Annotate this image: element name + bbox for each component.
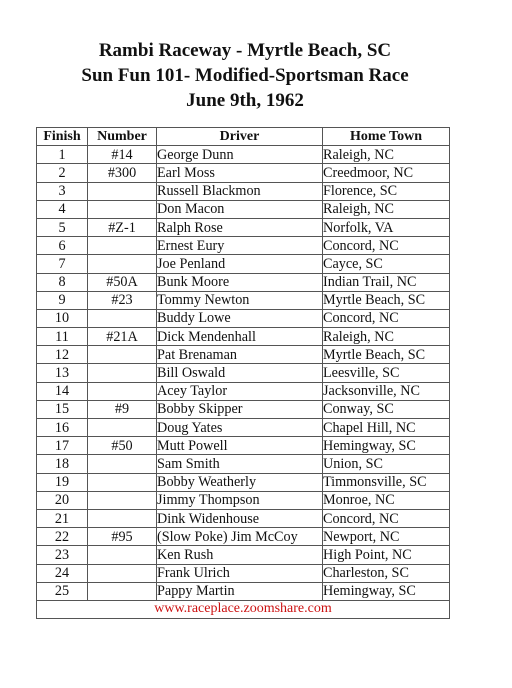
driver-cell: Russell Blackmon xyxy=(157,182,323,200)
finish-cell: 2 xyxy=(37,164,88,182)
hometown-cell: Conway, SC xyxy=(323,400,450,418)
hometown-cell: Concord, NC xyxy=(323,309,450,327)
table-row xyxy=(37,255,450,273)
finish-cell: 17 xyxy=(37,437,88,455)
driver-cell: Ralph Rose xyxy=(157,218,323,236)
finish-cell: 1 xyxy=(37,146,88,164)
hometown-cell: Raleigh, NC xyxy=(323,146,450,164)
hometown-cell: High Point, NC xyxy=(323,546,450,564)
hometown-cell: Indian Trail, NC xyxy=(323,273,450,291)
hometown-cell: Monroe, NC xyxy=(323,491,450,509)
number-cell: #50 xyxy=(88,437,157,455)
driver-cell: Frank Ulrich xyxy=(157,564,323,582)
table-row xyxy=(37,491,450,509)
hometown-cell: Hemingway, SC xyxy=(323,582,450,600)
number-cell: #21A xyxy=(88,328,157,346)
hometown-cell: Raleigh, NC xyxy=(323,200,450,218)
driver-cell: Bill Oswald xyxy=(157,364,323,382)
finish-cell: 14 xyxy=(37,382,88,400)
table-row xyxy=(37,146,450,164)
hometown-cell: Concord, NC xyxy=(323,509,450,527)
number-cell: #Z-1 xyxy=(88,218,157,236)
number-cell xyxy=(88,419,157,437)
race-date: June 9th, 1962 xyxy=(186,90,304,111)
table-row xyxy=(37,382,450,400)
table-row xyxy=(37,164,450,182)
number-cell: #300 xyxy=(88,164,157,182)
hometown-cell: Myrtle Beach, SC xyxy=(323,346,450,364)
driver-cell: Pat Brenaman xyxy=(157,346,323,364)
driver-cell: Earl Moss xyxy=(157,164,323,182)
table-row xyxy=(37,218,450,236)
table-row xyxy=(37,182,450,200)
finish-cell: 16 xyxy=(37,419,88,437)
table-row xyxy=(37,528,450,546)
hometown-cell: Florence, SC xyxy=(323,182,450,200)
hometown-cell: Raleigh, NC xyxy=(323,328,450,346)
table-row xyxy=(37,509,450,527)
table-row xyxy=(37,564,450,582)
hometown-cell: Creedmoor, NC xyxy=(323,164,450,182)
col-header-driver: Driver xyxy=(157,128,323,146)
number-cell xyxy=(88,237,157,255)
finish-cell: 15 xyxy=(37,400,88,418)
finish-cell: 13 xyxy=(37,364,88,382)
hometown-cell: Newport, NC xyxy=(323,528,450,546)
hometown-cell: Charleston, SC xyxy=(323,564,450,582)
driver-cell: Buddy Lowe xyxy=(157,309,323,327)
document-header xyxy=(0,38,490,113)
number-cell: #14 xyxy=(88,146,157,164)
col-header-number: Number xyxy=(88,128,157,146)
driver-cell: Ernest Eury xyxy=(157,237,323,255)
number-cell xyxy=(88,455,157,473)
table-row xyxy=(37,237,450,255)
number-cell xyxy=(88,382,157,400)
driver-cell: Don Macon xyxy=(157,200,323,218)
finish-cell: 25 xyxy=(37,582,88,600)
finish-cell: 3 xyxy=(37,182,88,200)
finish-cell: 9 xyxy=(37,291,88,309)
hometown-cell: Norfolk, VA xyxy=(323,218,450,236)
finish-cell: 24 xyxy=(37,564,88,582)
number-cell xyxy=(88,546,157,564)
number-cell xyxy=(88,182,157,200)
finish-cell: 4 xyxy=(37,200,88,218)
finish-cell: 19 xyxy=(37,473,88,491)
table-row xyxy=(37,455,450,473)
table-row xyxy=(37,273,450,291)
table-row xyxy=(37,291,450,309)
finish-cell: 10 xyxy=(37,309,88,327)
hometown-cell: Chapel Hill, NC xyxy=(323,419,450,437)
footer-row xyxy=(37,600,450,618)
results-body xyxy=(37,146,450,601)
finish-cell: 23 xyxy=(37,546,88,564)
finish-cell: 22 xyxy=(37,528,88,546)
hometown-cell: Union, SC xyxy=(323,455,450,473)
hometown-cell: Timmonsville, SC xyxy=(323,473,450,491)
number-cell xyxy=(88,346,157,364)
number-cell: #95 xyxy=(88,528,157,546)
number-cell: #23 xyxy=(88,291,157,309)
driver-cell: Ken Rush xyxy=(157,546,323,564)
number-cell: #50A xyxy=(88,273,157,291)
hometown-cell: Cayce, SC xyxy=(323,255,450,273)
hometown-cell: Concord, NC xyxy=(323,237,450,255)
results-table xyxy=(36,127,450,619)
race-title: Sun Fun 101- Modified-Sportsman Race xyxy=(81,65,409,86)
driver-cell: Joe Penland xyxy=(157,255,323,273)
table-row xyxy=(37,364,450,382)
driver-cell: Bobby Skipper xyxy=(157,400,323,418)
number-cell: #9 xyxy=(88,400,157,418)
table-row xyxy=(37,346,450,364)
driver-cell: Dick Mendenhall xyxy=(157,328,323,346)
col-header-finish: Finish xyxy=(37,128,88,146)
finish-cell: 18 xyxy=(37,455,88,473)
table-row xyxy=(37,309,450,327)
table-row xyxy=(37,419,450,437)
track-title: Rambi Raceway - Myrtle Beach, SC xyxy=(98,40,392,61)
finish-cell: 7 xyxy=(37,255,88,273)
table-row xyxy=(37,437,450,455)
table-row xyxy=(37,328,450,346)
table-row xyxy=(37,400,450,418)
number-cell xyxy=(88,473,157,491)
number-cell xyxy=(88,582,157,600)
table-row xyxy=(37,200,450,218)
driver-cell: Doug Yates xyxy=(157,419,323,437)
driver-cell: Acey Taylor xyxy=(157,382,323,400)
hometown-cell: Leesville, SC xyxy=(323,364,450,382)
finish-cell: 20 xyxy=(37,491,88,509)
table-row xyxy=(37,546,450,564)
number-cell xyxy=(88,200,157,218)
driver-cell: Dink Widenhouse xyxy=(157,509,323,527)
col-header-hometown: Home Town xyxy=(323,128,450,146)
finish-cell: 12 xyxy=(37,346,88,364)
finish-cell: 21 xyxy=(37,509,88,527)
driver-cell: Bunk Moore xyxy=(157,273,323,291)
table-row xyxy=(37,582,450,600)
hometown-cell: Myrtle Beach, SC xyxy=(323,291,450,309)
header-row xyxy=(37,128,450,146)
driver-cell: Sam Smith xyxy=(157,455,323,473)
source-url[interactable]: www.raceplace.zoomshare.com xyxy=(37,600,450,618)
number-cell xyxy=(88,491,157,509)
driver-cell: Bobby Weatherly xyxy=(157,473,323,491)
driver-cell: Jimmy Thompson xyxy=(157,491,323,509)
number-cell xyxy=(88,364,157,382)
hometown-cell: Hemingway, SC xyxy=(323,437,450,455)
finish-cell: 8 xyxy=(37,273,88,291)
finish-cell: 11 xyxy=(37,328,88,346)
driver-cell: Mutt Powell xyxy=(157,437,323,455)
number-cell xyxy=(88,564,157,582)
driver-cell: (Slow Poke) Jim McCoy xyxy=(157,528,323,546)
driver-cell: Pappy Martin xyxy=(157,582,323,600)
number-cell xyxy=(88,255,157,273)
number-cell xyxy=(88,509,157,527)
finish-cell: 5 xyxy=(37,218,88,236)
driver-cell: George Dunn xyxy=(157,146,323,164)
driver-cell: Tommy Newton xyxy=(157,291,323,309)
finish-cell: 6 xyxy=(37,237,88,255)
table-row xyxy=(37,473,450,491)
hometown-cell: Jacksonville, NC xyxy=(323,382,450,400)
number-cell xyxy=(88,309,157,327)
